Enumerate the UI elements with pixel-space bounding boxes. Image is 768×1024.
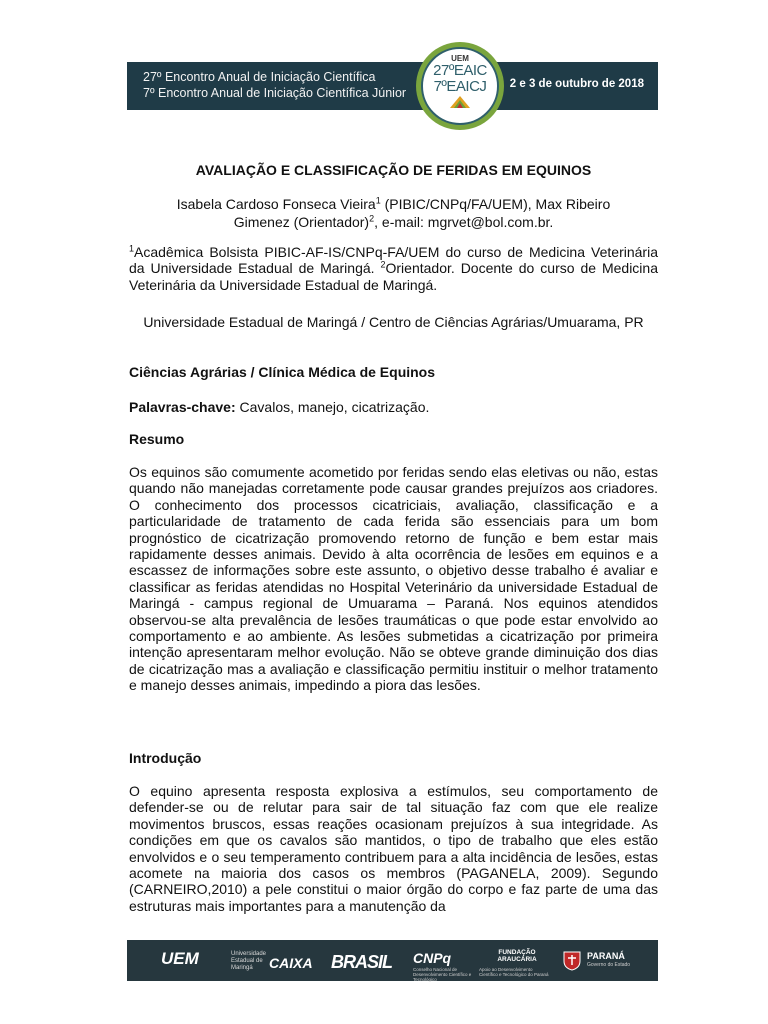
paper-title: AVALIAÇÃO E CLASSIFICAÇÃO DE FERIDAS EM EQUINOS [195, 162, 592, 178]
event-names [143, 69, 406, 101]
event-name-line2: 7º Encontro Anual de Iniciação Científica Júnior [143, 86, 407, 100]
cnpq-logo: CNPq [413, 950, 452, 966]
araucaria-logo-subtitle: Apoio ao Desenvolvimento Científico e Tecnológico do Paraná [479, 967, 549, 977]
section-heading-introducao: Introdução [129, 750, 202, 766]
resumo-paragraph: Os equinos são comumente acometido por feridas sendo elas eletivas ou não, estas quando não manejadas corretamente pode causar grandes prejuízos aos criadores. O conhecimento dos processos cicatriciais, avaliação, classificação e a particularidade de tratamento de cada ferida são essenciais para um bom prognóstico de cicatrização promovendo retorno de função e bem estar mais rapidamente desses animais. Devido à alta ocorrência de lesões em equinos e a escassez de informações sobre este assunto, o objetivo desse trabalho é avaliar e classificar as feridas atendidas no Hospital Veterinário da universidade Estadual de Maringá - campus regional de Umuarama – Paraná. Nos equinos atendidos observou-se alta prevalência de lesões traumáticas o que pode estar envolvido ao comportamento e ao ambiente. As lesões submetidas a cicatrização por primeira intenção apresentaram melhor evolução. Não se obteve grande diminuição dos dias de cicatrização mas a avaliação e classificação permitiu instituir o melhor tratamento e manejo desses animais, impedindo a piora das lesões. [129, 464, 658, 694]
affiliation-text-1: Acadêmica Bolsista PIBIC-AF-IS/CNPq-FA/UEM do curso de Medicina Veterinária da Universidade Estadual de Maringá. [129, 244, 658, 277]
uem-logo: UEM [161, 949, 199, 968]
sponsors-strip [127, 940, 658, 981]
event-seal-logo [416, 42, 504, 130]
contact-email: , e-mail: mgrvet@bol.com.br. [374, 214, 554, 230]
footnote-mark: 2 [369, 213, 375, 224]
authors-block [129, 195, 658, 231]
keywords-text: Cavalos, manejo, cicatrização. [235, 399, 430, 415]
research-area: Ciências Agrárias / Clínica Médica de Equinos [129, 364, 436, 380]
parana-logo-subtitle: Governo do Estado [587, 962, 631, 968]
event-banner [127, 62, 658, 110]
section-heading-resumo: Resumo [129, 431, 185, 447]
seal-triangle-icon [450, 96, 470, 108]
keywords-label: Palavras-chave: [129, 399, 236, 415]
uem-logo-subtitle: Universidade Estadual de Maringá [231, 951, 267, 971]
brasil-logo: BRASIL [331, 952, 392, 972]
seal-line1: 27ºEAIC [433, 62, 487, 79]
footnote-mark: 1 [375, 195, 381, 206]
advisor-name: Gimenez (Orientador) [233, 214, 370, 230]
affiliation-text-2: Orientador. Docente do curso de Medicina Veterinária da Universidade Estadual de Maringá. [129, 260, 658, 293]
affiliation-note [129, 244, 658, 293]
parana-logo: PARANÁ [587, 951, 625, 961]
parana-shield-icon [563, 951, 581, 971]
event-name-line1: 27º Encontro Anual de Iniciação Científica [143, 70, 376, 84]
footnote-mark: 1 [129, 243, 135, 254]
institution: Universidade Estadual de Maringá / Centro de Ciências Agrárias/Umuarama, PR [143, 314, 644, 330]
caixa-logo: CAIXA [269, 955, 313, 971]
keywords-line [129, 399, 658, 415]
footnote-mark: 2 [380, 259, 386, 270]
seal-org: UEM [451, 54, 469, 63]
event-date: 2 e 3 de outubro de 2018 [509, 78, 644, 90]
author-affiliation: (PIBIC/CNPq/FA/UEM), Max Ribeiro [380, 196, 611, 212]
seal-line2: 7ºEAICJ [433, 78, 487, 95]
cnpq-logo-subtitle: Conselho Nacional de Desenvolvimento Científico e Tecnológico [413, 967, 472, 982]
author-name: Isabela Cardoso Fonseca Vieira [176, 196, 376, 212]
araucaria-logo: FUNDAÇÃO ARAUCÁRIA [497, 949, 537, 963]
introducao-paragraph: O equino apresenta resposta explosiva a estímulos, seu comportamento de defender-se ou de relutar para sair de tal situação faz com que ele realize movimentos bruscos, essas reações ocasionam prejuízos à sua integridade. As condições em que os cavalos são mantidos, o tipo de trabalho que eles estão envolvidos e o seu temperamento contribuem para a alta incidência de lesões, estas acomete na maioria dos casos os membros (PAGANELA, 2009). Segundo (CARNEIRO,2010) a pele constitui o maior órgão do corpo e faz parte de uma das estruturas mais importantes para a manutenção da [129, 783, 658, 914]
